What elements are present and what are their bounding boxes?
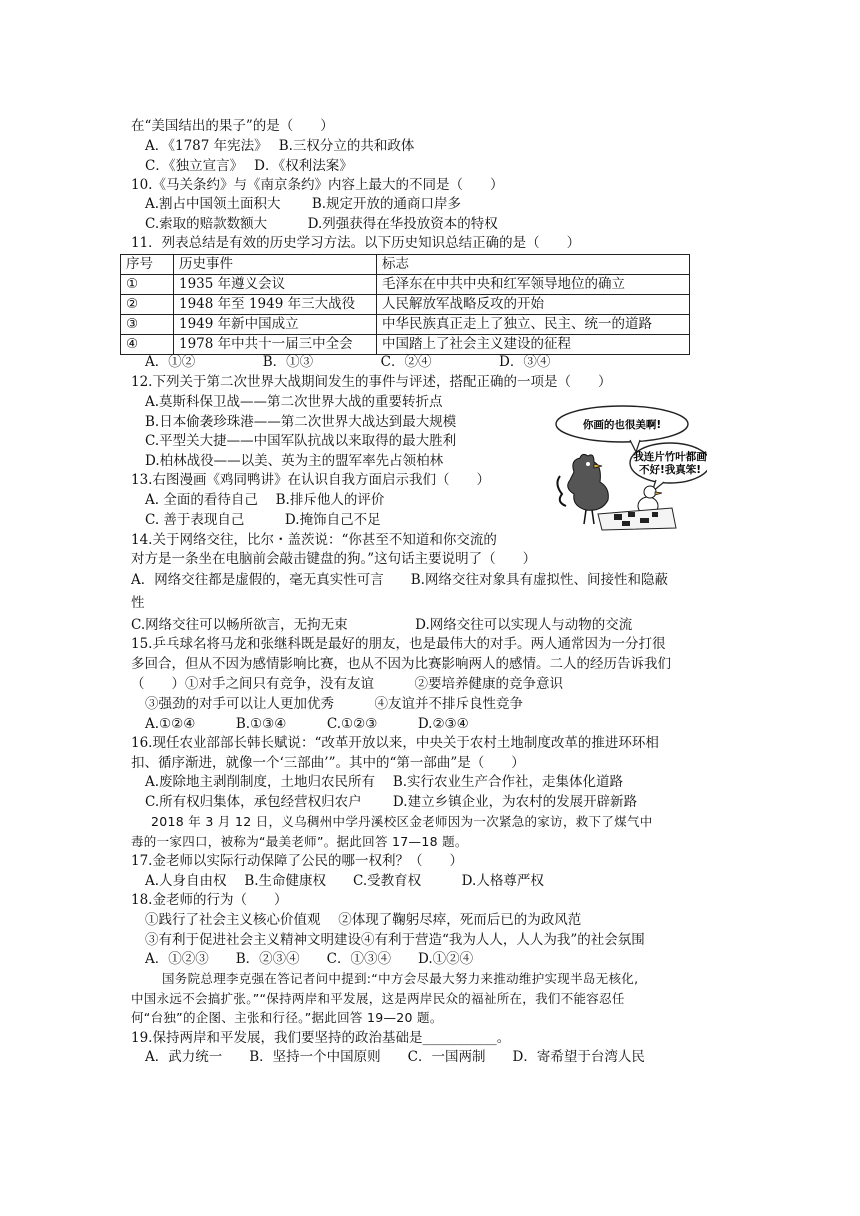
table-cell: ① (121, 275, 174, 295)
q14-options-cd: C.网络交往可以畅所欲言，无拘无束 D.网络交往可以实现人与动物的交流 (131, 617, 633, 633)
q10-options-ab: A.割占中国领土面积大 B.规定开放的通商口岸多 (145, 196, 462, 212)
table-cell: 1949 年新中国成立 (174, 315, 377, 335)
q15-stem-1: 15.乒乓球名将马龙和张继科既是最好的朋友，也是最伟大的对手。两人通常因为一分打很 (131, 636, 666, 652)
table-cell: 毛泽东在中共中央和红军领导地位的确立 (377, 275, 690, 295)
q9-stem-tail: 在“美国结出的果子”的是（ ） (131, 118, 334, 134)
table-header-cell: 序号 (121, 255, 174, 275)
material-19-20-3: 何“台独”的企图、主张和行径。”据此回答 19—20 题。 (131, 1010, 443, 1025)
table-row (121, 275, 690, 295)
q16-stem-2: 扣、循序渐进，就像一个‘三部曲’”。其中的“第一部曲”是（ ） (131, 755, 525, 771)
q14-stem-2: 对方是一条坐在电脑前会敲击键盘的狗。”这句话主要说明了（ ） (131, 551, 537, 567)
q17-stem: 17.金老师以实际行动保障了公民的哪一权利？（ ） (131, 853, 463, 869)
bubble-right-text-1: 我连片竹叶都画 (633, 451, 707, 463)
table-cell: ④ (121, 335, 174, 355)
q13-options-cd: C. 善于表现自己 D.掩饰自己不足 (145, 512, 381, 528)
q14-stem-1: 14.关于网络交往，比尔・盖茨说：“你甚至不知道和你交流的 (131, 532, 497, 548)
q19-stem: 19.保持两岸和平发展，我们要坚持的政治基础是___________。 (131, 1030, 511, 1046)
table-cell: ② (121, 295, 174, 315)
q14-option-b-wrap: 性 (131, 595, 145, 611)
q14-options-ab: A．网络交往都是虚假的，毫无真实性可言 B.网络交往对象具有虚拟性、间接性和隐蔽 (131, 572, 668, 588)
table-cell: 1948 年至 1949 年三大战役 (174, 295, 377, 315)
q18-statements-34: ③有利于促进社会主义精神文明建设④有利于营造“我为人人，人人为我”的社会氛围 (145, 932, 645, 948)
q18-options: A．①②③ B．②③④ C．①③④ D.①②④ (145, 951, 474, 967)
bubble-right-text-2: 不好!我真笨! (638, 464, 702, 476)
table-row (121, 315, 690, 335)
q15-statements-34: ③强劲的对手可以让人更加优秀 ④友谊并不排斥良性竞争 (145, 696, 523, 712)
q15-statements-12: （ ）①对手之间只有竞争，没有友谊 ②要培养健康的竞争意识 (131, 676, 563, 692)
material-19-20-1: 国务院总理李克强在答记者问中提到:“中方会尽最大努力来推动维护实现半岛无核化, (162, 971, 639, 986)
drawing-paper (598, 508, 676, 530)
table-cell: 中华民族真正走上了独立、民主、统一的道路 (377, 315, 690, 335)
q12-option-d: D.柏林战役——以美、英为主的盟军率先占领柏林 (145, 453, 444, 469)
q11-options: A．①② B．①③ C．②④ D．③④ (145, 354, 551, 370)
q12-stem: 12.下列关于第二次世界大战期间发生的事件与评述，搭配正确的一项是（ ） (131, 374, 612, 390)
q13-options-ab: A. 全面的看待自己 B.排斥他人的评价 (145, 492, 385, 508)
q9-options-cd: C．《独立宣言》 D．《权利法案》 (145, 158, 353, 174)
table-header-row (121, 255, 690, 275)
q16-options-cd: C.所有权归集体，承包经营权归农户 D.建立乡镇企业，为农村的发展开辟新路 (145, 794, 638, 810)
table-cell: 中国踏上了社会主义建设的征程 (377, 335, 690, 355)
material-17-18-1: 2018 年 3 月 12 日，义乌稠州中学丹溪校区金老师因为一次紧急的家访，救下了煤气中 (151, 814, 653, 829)
q15-options: A.①②④ B.①③④ C.①②③ D.②③④ (145, 716, 469, 732)
q10-options-cd: C.索取的赔款数额大 D.列强获得在华投放资本的特权 (145, 216, 498, 232)
history-summary-table (120, 254, 690, 355)
table-header-cell: 标志 (377, 255, 690, 275)
table-cell: 1935 年遵义会议 (174, 275, 377, 295)
table-header-cell: 历史事件 (174, 255, 377, 275)
table-cell: 人民解放军战略反攻的开始 (377, 295, 690, 315)
material-19-20-2: 中国永远不会搞扩张。”“保持两岸和平发展，这是两岸民众的福祉所在，我们不能容忍任 (131, 991, 625, 1006)
table-row (121, 295, 690, 315)
q12-option-c: C.平型关大捷——中国军队抗战以来取得的最大胜利 (145, 433, 457, 449)
table-cell: ③ (121, 315, 174, 335)
q12-option-b: B.日本偷袭珍珠港——第二次世界大战达到最大规模 (145, 414, 457, 430)
bubble-top-text: 你画的也很美啊! (582, 419, 662, 431)
q16-stem-1: 16.现任农业部部长韩长赋说：“改革开放以来，中央关于农村土地制度改革的推进环环相 (131, 735, 659, 751)
table-cell: 1978 年中共十一届三中全会 (174, 335, 377, 355)
q19-options: A．武力统一 B．坚持一个中国原则 C．一国两制 D．寄希望于台湾人民 (145, 1049, 645, 1065)
q15-stem-2: 多回合，但从不因为感情影响比赛，也从不因为比赛影响两人的感情。二人的经历告诉我们 (131, 656, 671, 672)
q9-options-ab: A．《1787 年宪法》 B.三权分立的共和政体 (145, 138, 415, 154)
q11-stem: 11．列表总结是有效的历史学习方法。以下历史知识总结正确的是（ ） (131, 235, 581, 251)
material-17-18-2: 毒的一家四口，被称为“最美老师”。据此回答 17—18 题。 (131, 834, 468, 849)
q12-option-a: A.莫斯科保卫战——第二次世界大战的重要转折点 (145, 394, 443, 410)
q18-statements-12: ①践行了社会主义核心价值观 ②体现了鞠躬尽瘁，死而后已的为政风范 (145, 912, 582, 928)
q10-stem: 10.《马关条约》与《南京条约》内容上最大的不同是（ ） (131, 177, 504, 193)
q17-options: A.人身自由权 B.生命健康权 C.受教育权 D.人格尊严权 (145, 873, 544, 889)
q16-options-ab: A.废除地主剥削制度，土地归农民所有 B.实行农业生产合作社，走集体化道路 (145, 774, 624, 790)
speech-bubble-right (630, 443, 707, 483)
q13-stem: 13.右图漫画《鸡同鸭讲》在认识自我方面启示我们（ ） (131, 472, 490, 488)
q18-stem: 18.金老师的行为（ ） (131, 892, 288, 908)
cartoon-chicken-duck-illustration (552, 402, 707, 532)
